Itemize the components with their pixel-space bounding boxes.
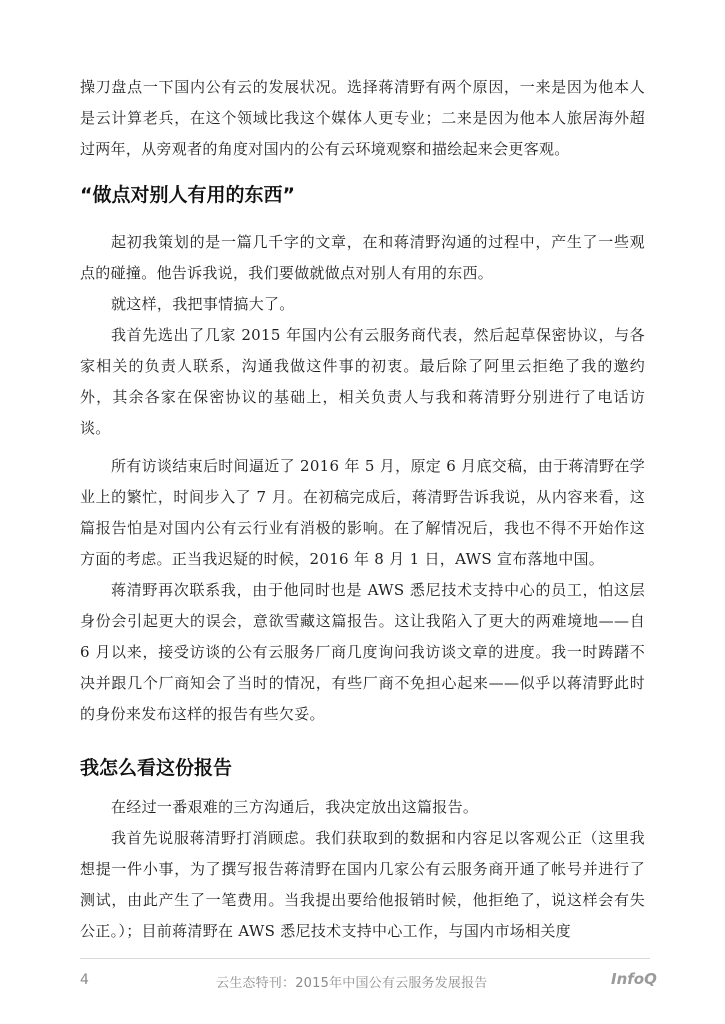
page-number: 4 <box>80 972 89 988</box>
footer-publication-title: 云生态特刊：2015年中国公有云服务发展报告 <box>216 976 488 991</box>
footer-divider <box>80 958 650 959</box>
paragraph-decision: 在经过一番艰难的三方沟通后，我决定放出这篇报告。 <box>111 798 479 816</box>
infoq-logo: InfoQ <box>611 970 657 988</box>
paragraph-dilemma: 蒋清野再次联系我，由于他同时也是 AWS 悉尼技术支持中心的员工，怕这层身份会引起更大的误会，意欲雪藏这篇报告。这让我陷入了更大的两难境地——自 6 月以来，接受访谈的公有云服务厂商几度询问我访谈文章的进度。我一时踌躇不决并跟几个厂商知会了当时的情况，有些厂商不免担心起来——似乎以蒋清野此时的身份来发布这样的报告有些欠妥。 <box>80 581 645 723</box>
section-heading-useful-things: “做点对别人有用的东西” <box>80 184 295 206</box>
paragraph-initial-plan: 起初我策划的是一篇几千字的文章，在和蒋清野沟通的过程中，产生了一些观点的碰撞。他告诉我说，我们要做就做点对别人有用的东西。 <box>80 233 645 282</box>
paragraph-interviews: 我首先选出了几家 2015 年国内公有云服务商代表，然后起草保密协议，与各家相关的负责人联系，沟通我做这件事的初衷。最后除了阿里云拒绝了我的邀约外，其余各家在保密协议的基础上，相关负责人与我和蒋清野分别进行了电话访谈。 <box>80 326 645 437</box>
section-heading-my-view: 我怎么看这份报告 <box>80 757 233 779</box>
paragraph-intro-continued: 操刀盘点一下国内公有云的发展状况。选择蒋清野有两个原因，一来是因为他本人是云计算老兵，在这个领域比我这个媒体人更专业；二来是因为他本人旅居海外超过两年，从旁观者的角度对国内的公有云环境观察和描绘起来会更客观。 <box>80 78 645 158</box>
paragraph-timeline: 所有访谈结束后时间逼近了 2016 年 5 月，原定 6 月底交稿，由于蒋清野在学业上的繁忙，时间步入了 7 月。在初稿完成后，蒋清野告诉我说，从内容来看，这篇报告怕是对国内公有云行业有消极的影响。在了解情况后，我也不得不开始作这方面的考虑。正当我迟疑的时候，2016 年 8 月 1 日，AWS 宣布落地中国。 <box>80 457 645 568</box>
paragraph-got-bigger: 就这样，我把事情搞大了。 <box>111 295 295 313</box>
paragraph-convince: 我首先说服蒋清野打消顾虑。我们获取到的数据和内容足以客观公正（这里我想提一件小事，为了撰写报告蒋清野在国内几家公有云服务商开通了帐号并进行了测试，由此产生了一笔费用。当我提出要给他报销时候，他拒绝了，说这样会有失公正。）；目前蒋清野在 AWS 悉尼技术支持中心工作，与国内市场相关度 <box>80 829 645 940</box>
